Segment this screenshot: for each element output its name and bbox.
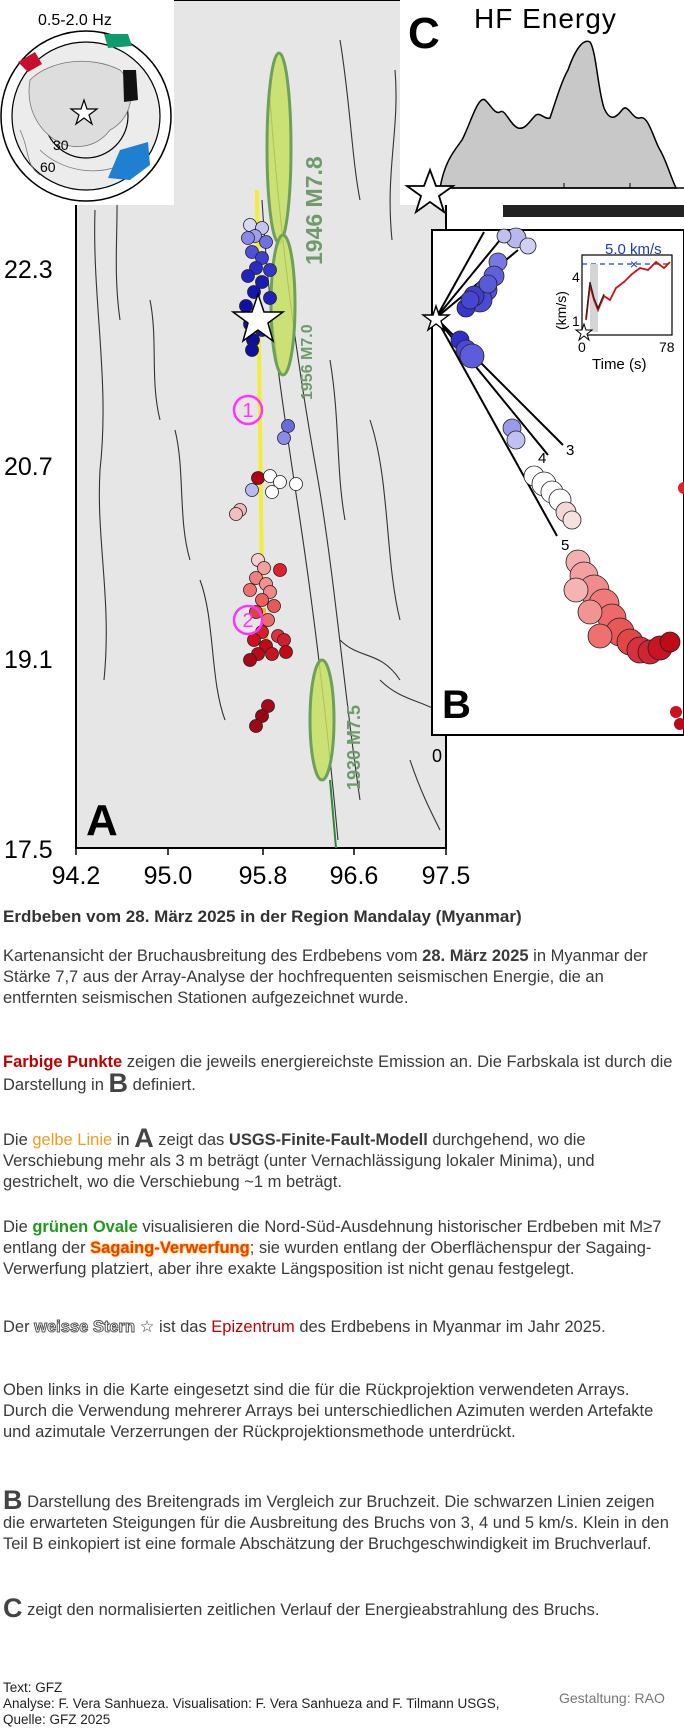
mini-x-label: Time (s) xyxy=(592,356,647,373)
ellipse-1956 xyxy=(271,235,295,375)
inset-globe xyxy=(0,0,174,205)
speed-label-5: 5 xyxy=(561,537,570,554)
panel-b-zero: 0 xyxy=(432,746,443,766)
caption-title: Erdbeben vom 28. März 2025 in der Region Mandalay (Myanmar) xyxy=(3,907,522,926)
p8-panel-ref: C xyxy=(3,1593,23,1623)
map-dot-18 xyxy=(246,344,259,357)
p3-usgs-model: USGS-Finite-Fault-Modell xyxy=(228,1131,428,1149)
footer xyxy=(3,1680,503,1728)
y-tick-20-7: 20.7 xyxy=(4,453,53,481)
p3-yellow-line: gelbe Linie xyxy=(32,1131,113,1149)
panel-b xyxy=(423,228,684,766)
map-dot-19 xyxy=(282,420,295,433)
panel-c-label: C xyxy=(408,9,440,58)
map-dot-42 xyxy=(248,634,261,647)
hf-panel xyxy=(400,0,684,217)
p3-text-g: durchgehend, wo die Verschiebung mehr als 3 m beträgt (unter Vernachlässigung lokaler Minima), und gestrichelt, wo die Verschiebung ~1 m beträgt. xyxy=(3,1131,595,1191)
x-tick-97-5: 97.5 xyxy=(421,862,471,890)
b-dot-35 xyxy=(564,578,588,602)
map-dot-34 xyxy=(244,584,257,597)
map-dot-21 xyxy=(252,472,265,485)
p5-text-e: des Erdbebens in Myanmar im Jahr 2025. xyxy=(294,1318,606,1336)
inset-ring-30: 30 xyxy=(53,137,69,153)
map-dot-22 xyxy=(246,484,259,497)
p8-text-b: zeigt den normalisierten zeitlichen Verlauf der Energieabstrahlung des Bruchs. xyxy=(22,1601,600,1619)
mini-x-marker: × xyxy=(629,256,639,272)
p4-sagaing-fault: Sagaing-Verwerfung xyxy=(90,1239,250,1257)
paragraph-8 xyxy=(3,1593,673,1623)
map-dot-36 xyxy=(256,594,269,607)
x-tick-96-6: 96.6 xyxy=(329,862,379,890)
p1-text-c: in Myanmar der Stärke 7,7 aus der Array-Analyse der hochfrequenten seismischen Energie, die an entfernten seismischen Stationen aufgezeichnet wurde. xyxy=(3,947,648,1007)
mini-y-tick-1: 1 xyxy=(572,313,580,329)
mini-speed-label: 5.0 km/s xyxy=(605,241,662,258)
map-dot-31 xyxy=(274,564,287,577)
b-dot-2 xyxy=(497,229,511,243)
p1-text-a: Kartenansicht der Bruchausbreitung des Erdbebens vom xyxy=(3,947,423,965)
speed-label-3: 3 xyxy=(566,442,575,459)
p2-panel-ref: B xyxy=(108,1068,128,1098)
x-tick-95-0: 95.0 xyxy=(143,862,193,890)
x-tick-94-2: 94.2 xyxy=(51,862,101,890)
ellipse-1930 xyxy=(310,660,334,780)
p5-text-c: ☆ ist das xyxy=(135,1318,212,1336)
p5-white-star: weisse Stern xyxy=(34,1318,136,1336)
speed-label-4: 4 xyxy=(538,450,547,467)
paragraph-6: Oben links in die Karte eingesetzt sind die für die Rückprojektion verwendeten Arrays. Durch die Verwendung mehrerer Arrays bei unterschiedlichen Azimuten werden Artefakte und azimutale Verzerrungen der Rückprojektionsmethode unterdrückt. xyxy=(3,1381,654,1441)
p1-date: 28. März 2025 xyxy=(422,947,529,965)
marker-2: 2 xyxy=(242,610,254,632)
p3-text-e: zeigt das xyxy=(153,1131,229,1149)
map-dot-3 xyxy=(242,232,255,245)
map-dot-44 xyxy=(278,634,291,647)
panel-a-label: A xyxy=(86,796,118,845)
p3-text-c: in xyxy=(112,1131,135,1149)
paragraph-5 xyxy=(3,1317,673,1338)
array-green xyxy=(104,34,132,48)
map-dot-46 xyxy=(266,648,279,661)
p3-panel-ref: A xyxy=(134,1123,154,1153)
map-dot-51 xyxy=(250,720,263,733)
b-dot-1 xyxy=(520,238,536,254)
map-dot-4 xyxy=(260,236,273,249)
p4-text-e: ; sie wurden entlang der Oberflächenspur der Sagaing-Verwerfung platziert, aber ihre exakte Längsposition ist nicht genau festgelegt. xyxy=(3,1239,652,1278)
design-credit: Gestaltung: RAO xyxy=(559,1690,665,1706)
map-dot-25 xyxy=(290,478,303,491)
p2-text-b: zeigen die jeweils energiereichste Emission an. Die Farbskala ist durch die Darstellung in xyxy=(3,1053,673,1094)
b-dot-9 xyxy=(479,275,497,293)
inset-frequency: 0.5-2.0 Hz xyxy=(38,12,112,29)
b-dot-10 xyxy=(461,291,479,309)
x-tick-95-8: 95.8 xyxy=(238,862,288,890)
map-dot-28 xyxy=(230,508,243,521)
panel-b-label: B xyxy=(442,683,471,727)
mini-y-unit: (km/s) xyxy=(553,291,569,330)
p3-text-a: Die xyxy=(3,1131,33,1149)
marker-1: 1 xyxy=(242,400,254,422)
paragraph-4 xyxy=(3,1217,673,1280)
b-dot-33 xyxy=(588,624,612,648)
paragraph-3 xyxy=(3,1123,673,1193)
map-dot-13 xyxy=(240,300,253,313)
p2-colored-dots: Farbige Punkte xyxy=(3,1053,123,1071)
map-dot-48 xyxy=(280,646,293,659)
p5-epicenter: Epizentrum xyxy=(211,1318,295,1336)
paragraph-1 xyxy=(3,946,673,1009)
map-dot-39 xyxy=(262,614,275,627)
mini-x-tick-0: 0 xyxy=(578,339,586,355)
array-black xyxy=(123,70,138,102)
event-label-1956: 1956 M7.0 xyxy=(299,324,316,400)
map-dot-26 xyxy=(266,486,279,499)
y-tick-19-1: 19.1 xyxy=(4,646,53,674)
p2-text-d: definiert. xyxy=(127,1076,196,1094)
p4-green-ovals: grünen Ovale xyxy=(32,1218,138,1236)
event-label-1946: 1946 M7.8 xyxy=(301,156,327,265)
event-label-1930: 1930 M7.5 xyxy=(344,704,364,790)
hf-title: HF Energy xyxy=(474,3,617,34)
ellipse-1946 xyxy=(267,53,291,243)
mini-x-tick-78: 78 xyxy=(659,339,675,355)
b-dot-34 xyxy=(578,600,602,624)
p7-text-b: Darstellung des Breitengrads im Vergleich zur Bruchzeit. Die schwarzen Linien zeigen die erwarteten Steigungen für die Ausbreitung des Bruchs von 3, 4 und 5 km/s. Klein in den Teil B einkopiert ist eine formale Abschätzung der Bruchgeschwindigkeit im Bruchverlauf. xyxy=(3,1493,669,1553)
map-dot-37 xyxy=(268,600,281,613)
y-tick-17-5: 17.5 xyxy=(4,836,53,864)
b-dot-13 xyxy=(460,344,484,368)
footer-text-credit: Text: GFZ xyxy=(3,1680,63,1695)
map-dot-47 xyxy=(244,654,257,667)
map-dot-8 xyxy=(264,264,277,277)
b-dot-15 xyxy=(507,431,525,449)
map-dot-20 xyxy=(278,432,291,445)
p5-text-a: Der xyxy=(3,1318,35,1336)
inset-ring-60: 60 xyxy=(40,159,56,175)
p4-text-c: visualisieren die Nord-Süd-Ausdehnung historischer Erdbeben mit M≥7 entlang der xyxy=(3,1218,662,1257)
mini-y-tick-4: 4 xyxy=(572,269,580,285)
b-dot-21 xyxy=(563,511,581,529)
paragraph-2 xyxy=(3,1052,673,1096)
map-dot-12 xyxy=(264,292,277,305)
p7-panel-ref: B xyxy=(3,1485,23,1515)
b-dot-32 xyxy=(660,632,680,652)
paragraph-7 xyxy=(3,1485,673,1555)
map-dot-9 xyxy=(242,270,255,283)
p4-text-a: Die xyxy=(3,1218,33,1236)
y-tick-22-3: 22.3 xyxy=(4,256,53,284)
footer-analysis-credit: Analyse: F. Vera Sanhueza. Visualisation: F. Vera Sanhueza and F. Tilmann USGS, Quelle: GFZ 2025 xyxy=(3,1696,500,1727)
hf-timebar xyxy=(503,205,684,217)
